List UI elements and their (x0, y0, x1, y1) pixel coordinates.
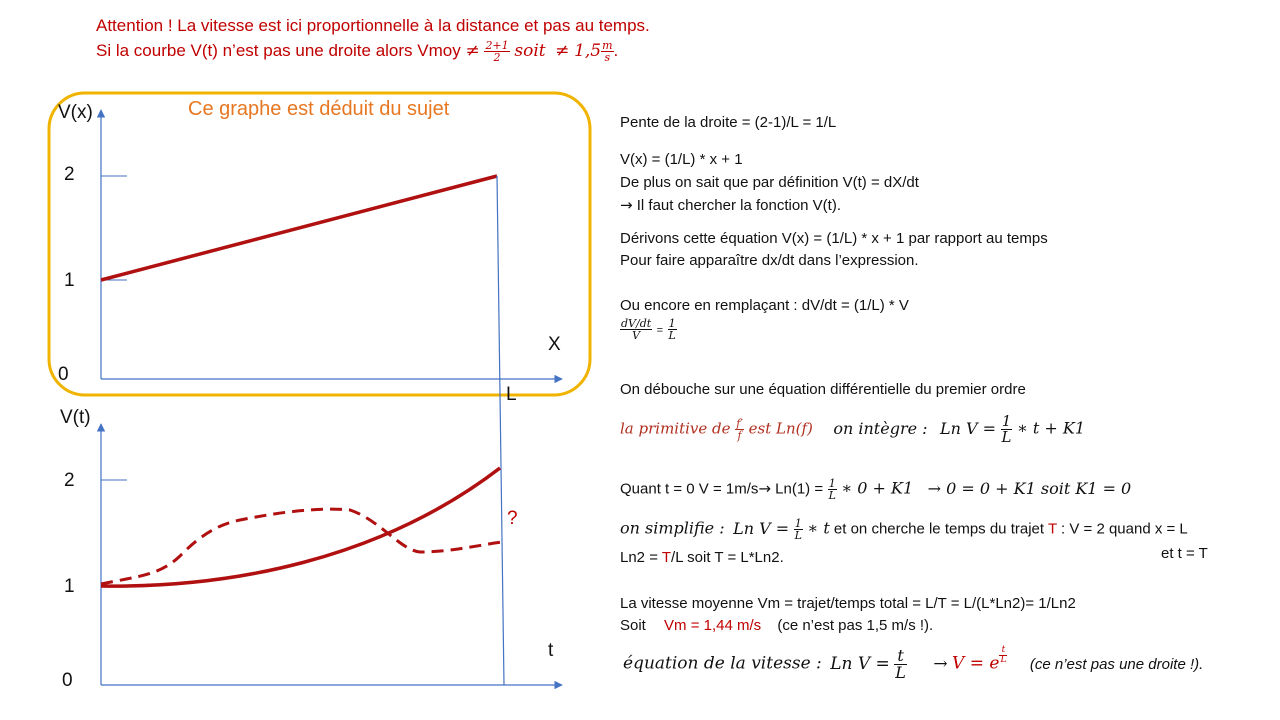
ln2-line (620, 549, 784, 566)
primitive-line (620, 414, 1085, 445)
vm-note: (ce n’est pas 1,5 m/s !). (777, 617, 934, 634)
quant-text: Quant t = 0 V = 1m/s (620, 480, 759, 498)
search-t-b: : V = 2 quand x = L (1056, 520, 1188, 538)
primitive-b: est Ln(f) (743, 419, 813, 438)
vm-result-line (620, 617, 933, 634)
header-line-1: Attention ! La vitesse est ici proportionnelle à la distance et pas au temps. (96, 16, 650, 35)
top-x-label: X (548, 334, 561, 355)
top-series-line (101, 176, 497, 280)
eq-v: V = e (952, 653, 1000, 674)
ratio-right-den: L (668, 329, 676, 342)
l-tick-label: L (506, 384, 517, 405)
primitive-num: f′ (736, 417, 743, 430)
k1-rest: → 0 = 0 + K1 soit K1 = 0 (927, 478, 1132, 498)
speed-equation-line (623, 645, 1204, 682)
header-line-2-prefix: Si la courbe V(t) n’est pas une droite alors Vmoy (96, 40, 466, 60)
header-value: 1,5 (574, 40, 602, 61)
search-text: Il faut chercher la fonction V(t). (632, 197, 842, 214)
t-symbol-2: T (661, 549, 672, 566)
vm-line: La vitesse moyenne Vm = trajet/temps total = L/T = L/(L*Ln2)= 1/Ln2 (620, 595, 1076, 612)
bottom-tick-label-1: 1 (64, 576, 75, 597)
definition-text: De plus on sait que par définition V(t) = dX/dt (620, 174, 919, 191)
ln1-den: L (828, 489, 836, 502)
integrate-rest: ∗ t + K1 (1016, 418, 1086, 438)
simplify-t: ∗ t (807, 518, 830, 538)
ratio-right-num: 1 (668, 317, 676, 330)
eq-frac-num: t (894, 648, 907, 665)
vm-value: Vm = 1,44 m/s (664, 617, 762, 634)
top-tick-label-1: 1 (64, 270, 75, 291)
ratio-right (668, 318, 677, 341)
top-origin-label: 0 (58, 364, 69, 385)
arrow-icon-2: → (758, 479, 771, 498)
header-fraction-den: 2 (493, 51, 501, 64)
slope-text: Pente de la droite = (2-1)/L = 1/L (620, 114, 837, 131)
search-line (620, 196, 841, 214)
ln2-a: Ln2 = (620, 549, 662, 566)
primitive-den: f (737, 429, 742, 442)
derive-line-1: Dérivons cette équation V(x) = (1/L) * x + 1 par rapport au temps (620, 230, 1048, 247)
graph-caption: Ce graphe est déduit du sujet (188, 98, 450, 120)
et-t-text: et t = T (1161, 545, 1208, 562)
ln1-num: 1 (828, 477, 836, 490)
ln1-rest: ∗ 0 + K1 (841, 478, 914, 498)
integrate-label: on intègre : (833, 418, 928, 438)
question-mark: ? (507, 508, 518, 529)
unit-den: s (604, 51, 611, 64)
l-drop-line (497, 176, 504, 685)
bottom-y-label: V(t) (60, 407, 91, 428)
derive-line-2: Pour faire apparaître dx/dt dans l’expression. (620, 252, 919, 269)
simplify-fraction (794, 518, 803, 541)
ln1-fraction (828, 478, 837, 501)
header-fraction-num: 2+1 (485, 39, 509, 52)
simplify-line (620, 518, 1188, 541)
exp-num: t (999, 646, 1007, 656)
top-y-label: V(x) (58, 102, 93, 123)
bottom-dashed-curve (101, 509, 502, 584)
header-end: . (613, 40, 619, 60)
ln2-b: /L soit T = L*Ln2. (671, 549, 784, 566)
top-tick-label-2: 2 (64, 164, 75, 185)
eq-ln: Ln V = (830, 653, 890, 674)
ln1-text: Ln(1) = (770, 480, 824, 498)
simplify-ln: Ln V = (733, 518, 790, 538)
initial-condition-line (620, 478, 1131, 501)
eq-note: (ce n’est pas une droite !). (1029, 655, 1204, 673)
unit-num: m (602, 39, 613, 52)
ratio-eq: = (656, 324, 664, 337)
simplify-label: on simplifie : (620, 518, 725, 538)
search-t-a: et on cherche le temps du trajet (829, 520, 1048, 538)
diffeq-text: On débouche sur une équation différentielle du premier ordre (620, 381, 1026, 398)
replace-text: Ou encore en remplaçant : dV/dt = (1/L) * V (620, 297, 909, 314)
highlight-box (49, 93, 590, 395)
ratio-equation (620, 318, 677, 341)
simplify-num: 1 (794, 517, 802, 530)
ratio-left-den: V (632, 329, 641, 342)
exp-den: L (1000, 655, 1007, 665)
header-soit: soit (514, 40, 546, 61)
integrate-den: L (1001, 428, 1012, 446)
neq-sign: ≠ (465, 40, 480, 61)
eq-fraction (894, 648, 907, 681)
eq-label: équation de la vitesse : (623, 653, 822, 674)
bottom-x-label: t (548, 640, 554, 661)
eq-frac-den: L (895, 663, 906, 682)
simplify-den: L (794, 529, 802, 542)
ratio-left-num: dV/dt (621, 317, 652, 330)
ratio-left (620, 318, 652, 341)
vm-soit: Soit (620, 617, 646, 634)
integrate-num: 1 (1001, 412, 1012, 430)
vx-text: V(x) = (1/L) * x + 1 (620, 151, 743, 168)
eq-exponent (999, 646, 1007, 665)
t-symbol: T (1047, 520, 1057, 538)
neq-sign-2: ≠ (555, 40, 570, 61)
bottom-origin-label: 0 (62, 670, 73, 691)
integrate-ln: Ln V = (940, 418, 997, 438)
primitive-a: la primitive de (620, 419, 736, 438)
integrate-fraction (1001, 414, 1013, 445)
primitive-fraction (735, 418, 744, 441)
bottom-tick-label-2: 2 (64, 470, 75, 491)
arrow-icon: → (620, 196, 633, 214)
eq-arrow: → (933, 653, 948, 674)
